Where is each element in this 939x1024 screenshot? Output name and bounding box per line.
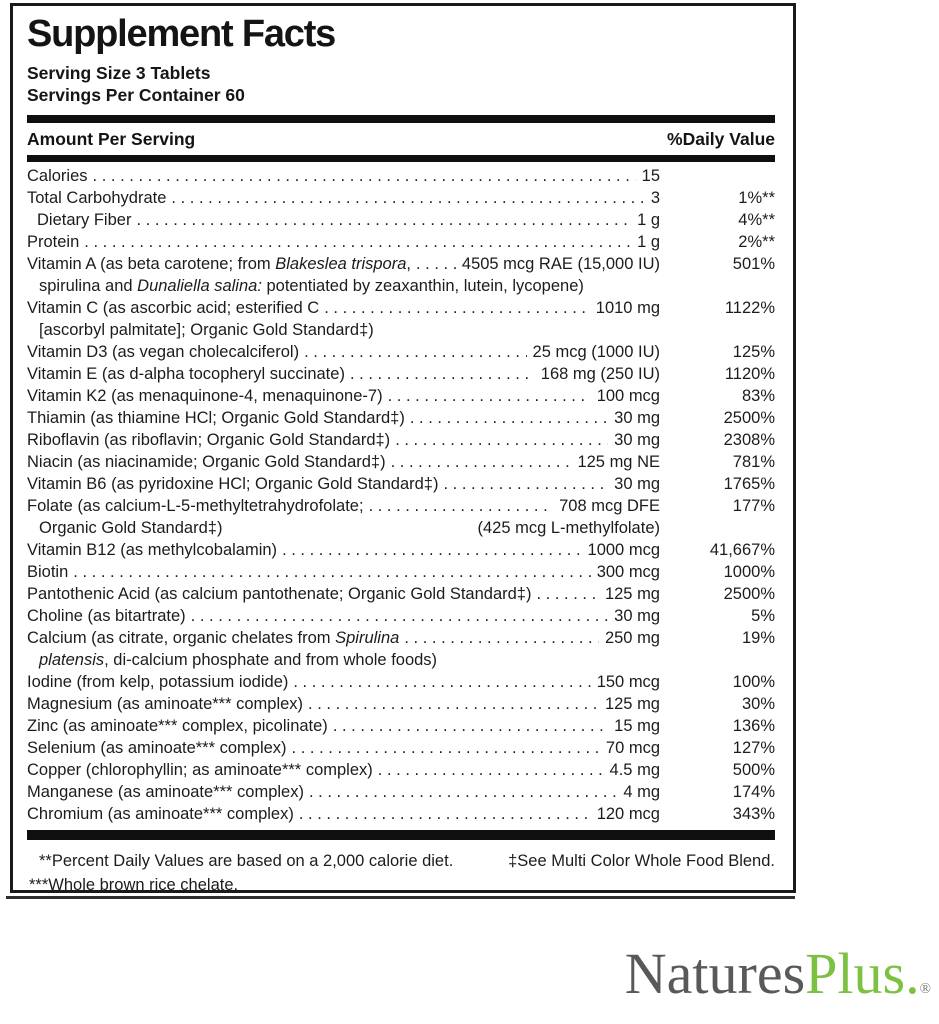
daily-value: 500%	[732, 761, 775, 779]
nutrient-row-continuation	[27, 517, 775, 539]
dotted-leader	[536, 583, 598, 605]
divider-bar-header	[27, 155, 775, 162]
nutrient-name: Magnesium (as aminoate*** complex)	[27, 695, 304, 713]
nutrient-name: Biotin	[27, 563, 69, 581]
nutrient-name: Protein	[27, 233, 80, 251]
daily-value: 2500%	[723, 409, 775, 427]
daily-value: 19%	[741, 629, 775, 647]
amount-value: 708 mcg DFE	[559, 497, 660, 515]
nutrient-name: Calories	[27, 167, 88, 185]
amount-value: 125 mg NE	[577, 453, 660, 471]
daily-value: 174%	[732, 783, 775, 801]
daily-value: 1122%	[724, 299, 775, 317]
dotted-leader	[299, 803, 591, 825]
amount-value: 70 mcg	[605, 739, 660, 757]
amount-value: 100 mcg	[596, 387, 660, 405]
nutrient-row	[27, 429, 775, 451]
daily-value: 2%**	[738, 233, 775, 251]
dotted-leader	[388, 385, 591, 407]
dotted-leader	[333, 715, 608, 737]
dotted-leader	[191, 605, 608, 627]
nutrient-name: Vitamin K2 (as menaquinone-4, menaquinone-7)	[27, 387, 383, 405]
nutrient-name: Choline (as bitartrate)	[27, 607, 186, 625]
nutrient-name: Zinc (as aminoate*** complex, picolinate)	[27, 717, 328, 735]
dotted-leader	[395, 429, 608, 451]
servings-per-container: Servings Per Container 60	[27, 85, 245, 105]
nutrient-row	[27, 561, 775, 583]
amount-value: 25 mcg (1000 IU)	[532, 343, 660, 361]
nutrient-name: Folate (as calcium-L-5-methyltetrahydrofolate;	[27, 497, 364, 515]
nutrient-row	[27, 297, 775, 319]
nutrient-row	[27, 495, 775, 517]
serving-size: Serving Size 3 Tablets	[27, 63, 211, 83]
amount-value: 150 mcg	[596, 673, 660, 691]
daily-value-header: %Daily Value	[667, 129, 775, 149]
dotted-leader	[416, 253, 456, 275]
nutrient-name-continuation: platensis, di-calcium phosphate and from whole foods)	[39, 651, 438, 669]
daily-value	[660, 165, 775, 187]
nutrient-row	[27, 187, 775, 209]
nutrient-row	[27, 715, 775, 737]
nutrient-row	[27, 803, 775, 825]
nutrient-name: Manganese (as aminoate*** complex)	[27, 783, 304, 801]
footnote-blend: ‡See Multi Color Whole Food Blend.	[508, 852, 775, 870]
nutrient-name-continuation: Organic Gold Standard‡)	[39, 519, 223, 537]
footnotes	[27, 840, 775, 897]
amount-value: 15 mg	[614, 717, 660, 735]
daily-value: 125%	[732, 343, 775, 361]
nutrient-row	[27, 781, 775, 803]
nutrient-name: Selenium (as aminoate*** complex)	[27, 739, 287, 757]
amount-value: 15	[641, 167, 660, 185]
column-header-row	[27, 123, 775, 155]
amount-value: 30 mg	[614, 431, 660, 449]
amount-value: 30 mg	[614, 475, 660, 493]
nutrient-row	[27, 473, 775, 495]
dotted-leader	[410, 407, 608, 429]
dotted-leader	[404, 627, 599, 649]
nutrient-row	[27, 407, 775, 429]
amount-value: 1 g	[637, 233, 660, 251]
daily-value: 83%	[741, 387, 775, 405]
amount-value: 250 mg	[604, 629, 660, 647]
amount-value: 300 mcg	[596, 563, 660, 581]
dotted-leader	[73, 561, 590, 583]
nutrient-row	[27, 341, 775, 363]
amount-value: 30 mg	[614, 409, 660, 427]
nutrient-name: Thiamin (as thiamine HCl; Organic Gold Standard‡)	[27, 409, 405, 427]
footnote-line-1	[27, 849, 775, 873]
nutrient-row	[27, 539, 775, 561]
nutrient-row-continuation	[27, 319, 775, 341]
dotted-leader	[93, 165, 636, 187]
footnote-chelate: ***Whole brown rice chelate.	[29, 876, 239, 894]
nutrient-row	[27, 451, 775, 473]
daily-value: 1000%	[723, 563, 775, 581]
nutrient-row	[27, 759, 775, 781]
nutrient-row	[27, 627, 775, 649]
amount-value: 120 mcg	[596, 805, 660, 823]
daily-value: 127%	[732, 739, 775, 757]
logo-text-natures: Natures	[624, 941, 806, 1006]
amount-value: 125 mg	[604, 695, 660, 713]
nutrient-name-continuation: [ascorbyl palmitate]; Organic Gold Standard‡)	[39, 321, 374, 339]
daily-value: 136%	[732, 717, 775, 735]
dotted-leader	[350, 363, 535, 385]
nutrient-name: Niacin (as niacinamide; Organic Gold Standard‡)	[27, 453, 386, 471]
nutrient-name: Vitamin A (as beta carotene; from Blakeslea trispora,	[27, 255, 411, 273]
nutrient-name: Vitamin C (as ascorbic acid; esterified C	[27, 299, 320, 317]
nutrient-rows	[27, 162, 775, 825]
nutrient-row	[27, 165, 775, 187]
nutrient-row	[27, 253, 775, 275]
amount-value: 4.5 mg	[609, 761, 660, 779]
nutrient-name: Total Carbohydrate	[27, 189, 167, 207]
dotted-leader	[324, 297, 590, 319]
nutrient-row	[27, 737, 775, 759]
daily-value: 100%	[732, 673, 775, 691]
nutrient-name: Vitamin B12 (as methylcobalamin)	[27, 541, 278, 559]
dotted-leader	[136, 209, 631, 231]
nutrient-row	[27, 363, 775, 385]
footnote-daily-values: **Percent Daily Values are based on a 2,000 calorie diet.	[39, 852, 454, 870]
nutrient-row	[27, 385, 775, 407]
nutrient-name: Calcium (as citrate, organic chelates from Spirulina	[27, 629, 400, 647]
daily-value: 1765%	[723, 475, 775, 493]
dotted-leader	[293, 671, 590, 693]
amount-value: 30 mg	[614, 607, 660, 625]
dotted-leader	[443, 473, 608, 495]
nutrient-row-continuation	[27, 275, 775, 297]
nutrient-name: Dietary Fiber	[37, 211, 132, 229]
daily-value: 343%	[732, 805, 775, 823]
registered-trademark-icon: ®	[919, 981, 931, 997]
nutrient-name: Iodine (from kelp, potassium iodide)	[27, 673, 289, 691]
nutrient-name: Pantothenic Acid (as calcium pantothenate; Organic Gold Standard‡)	[27, 585, 532, 603]
nutrient-row	[27, 583, 775, 605]
daily-value: 1120%	[724, 365, 775, 383]
dotted-leader	[309, 781, 617, 803]
dotted-leader	[391, 451, 572, 473]
daily-value: 1%**	[738, 189, 775, 207]
daily-value: 2500%	[723, 585, 775, 603]
nutrient-row	[27, 693, 775, 715]
dotted-leader	[369, 495, 554, 517]
dotted-leader	[84, 231, 631, 253]
daily-value: 501%	[732, 255, 775, 273]
divider-bar-bottom	[27, 830, 775, 840]
nutrient-name-continuation: spirulina and Dunaliella salina: potentiated by zeaxanthin, lutein, lycopene)	[39, 277, 584, 295]
nutrient-name: Vitamin B6 (as pyridoxine HCl; Organic Gold Standard‡)	[27, 475, 439, 493]
amount-value: 1000 mcg	[587, 541, 660, 559]
daily-value: 30%	[741, 695, 775, 713]
nutrient-row-continuation	[27, 649, 775, 671]
dotted-leader	[282, 539, 581, 561]
dotted-leader	[378, 759, 604, 781]
dotted-leader	[304, 341, 526, 363]
daily-value: 781%	[732, 453, 775, 471]
nutrient-name: Vitamin D3 (as vegan cholecalciferol)	[27, 343, 300, 361]
nutrient-row	[27, 231, 775, 253]
dotted-leader	[308, 693, 599, 715]
daily-value: 41,667%	[709, 541, 775, 559]
nutrient-name: Chromium (as aminoate*** complex)	[27, 805, 294, 823]
amount-value: 125 mg	[604, 585, 660, 603]
nutrient-name: Riboflavin (as riboflavin; Organic Gold Standard‡)	[27, 431, 391, 449]
amount-value: 1010 mg	[595, 299, 660, 317]
dotted-leader	[292, 737, 600, 759]
nutrient-row	[27, 671, 775, 693]
amount-value: 4 mg	[623, 783, 660, 801]
daily-value: 177%	[732, 497, 775, 515]
nutrient-name: Vitamin E (as d-alpha tocopheryl succinate)	[27, 365, 345, 383]
nutrient-row	[27, 605, 775, 627]
amount-value: 1 g	[637, 211, 660, 229]
amount-per-serving-header: Amount Per Serving	[27, 129, 196, 149]
amount-value: 4505 mcg RAE (15,000 IU)	[461, 255, 660, 273]
amount-value-secondary: (425 mcg L-methylfolate)	[477, 519, 660, 537]
amount-value: 3	[650, 189, 660, 207]
amount-value: 168 mg (250 IU)	[540, 365, 660, 383]
nutrient-row	[27, 209, 775, 231]
daily-value: 5%	[751, 607, 775, 625]
dotted-leader	[171, 187, 644, 209]
naturesplus-logo	[624, 941, 931, 1018]
daily-value: 2308%	[723, 431, 775, 449]
daily-value: 4%**	[738, 211, 775, 229]
nutrient-name: Copper (chlorophyllin; as aminoate*** complex)	[27, 761, 373, 779]
logo-text-plus: Plus.	[805, 941, 920, 1006]
panel-title: Supplement Facts	[27, 13, 336, 55]
supplement-facts-panel	[10, 3, 796, 893]
divider-bar-top	[27, 115, 775, 123]
